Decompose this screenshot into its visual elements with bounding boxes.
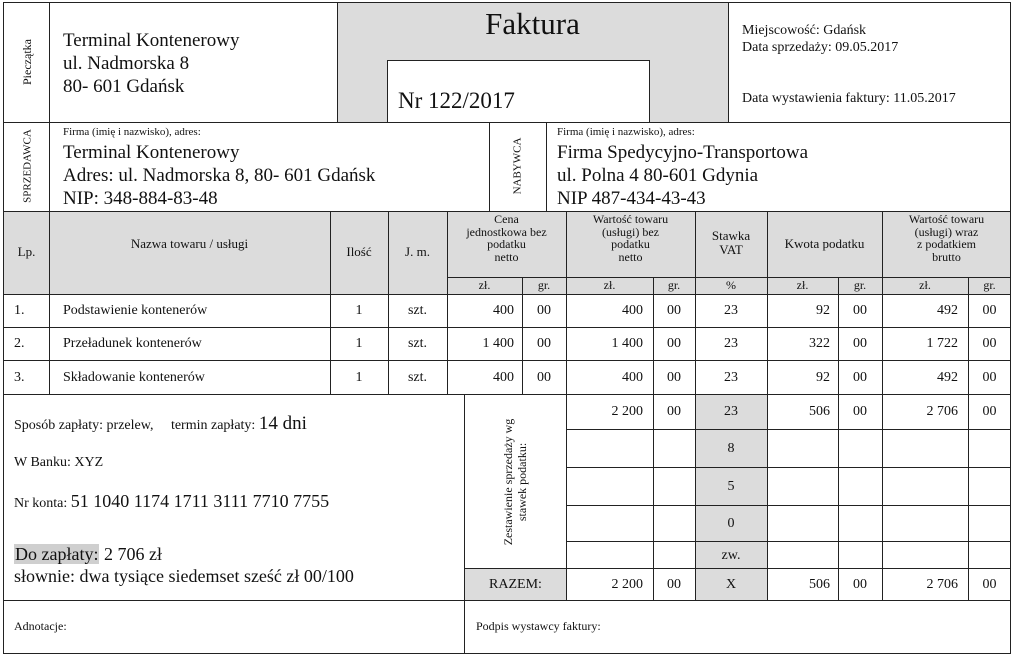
vat-rate-shade xyxy=(696,395,767,600)
col-tax-amount: Kwota podatku xyxy=(784,236,865,251)
seller-name: Terminal Kontenerowy xyxy=(63,142,240,163)
buyer-address: ul. Polna 4 80-601 Gdynia xyxy=(557,165,759,186)
sub-tax-zl: zł. xyxy=(796,278,809,292)
buyer-field-label: Firma (imię i nazwisko), adres: xyxy=(557,126,695,138)
stamp-label: Pieczątka xyxy=(20,39,35,85)
col-qty: Ilość xyxy=(346,244,372,259)
issue-date: Data wystawienia faktury: 11.05.2017 xyxy=(742,91,956,106)
payment-method: Sposób zapłaty: przelew, termin zapłaty: 14 dni xyxy=(14,413,307,434)
amount-in-words: słownie: dwa tysiące siedemset sześć zł 00/100 xyxy=(14,566,354,586)
account-number: Nr konta: 51 1040 1174 1711 3111 7710 7755 xyxy=(14,491,330,511)
col-gross-value: Wartość towaru (usługi) wraz z podatkiem brutto xyxy=(908,212,985,264)
notes-label: Adnotacje: xyxy=(14,619,67,633)
col-net-value: Wartość towaru (usługi) bez podatku netto xyxy=(592,212,669,264)
col-unit-price: Cena jednostkowa bez podatku netto xyxy=(466,212,547,264)
seller-side-label: SPRZEDAWCA xyxy=(21,129,34,203)
seller-stamp-line-3: 80- 601 Gdańsk xyxy=(63,76,185,97)
seller-field-label: Firma (imię i nazwisko), adres: xyxy=(63,126,201,138)
sub-gross-gr: gr. xyxy=(983,278,996,292)
col-unit: J. m. xyxy=(405,244,430,259)
seller-nip: NIP: 348-884-83-48 xyxy=(63,188,218,209)
buyer-side-label: NABYWCA xyxy=(511,137,524,195)
summary-label: Zestawienie sprzedaży wg stawek podatku: xyxy=(501,418,529,546)
sale-date: Data sprzedaży: 09.05.2017 xyxy=(742,40,899,55)
sub-price-gr: gr. xyxy=(537,278,551,292)
invoice-title: Faktura xyxy=(485,6,580,41)
sub-net-zl: zł. xyxy=(603,278,616,292)
signature-label: Podpis wystawcy faktury: xyxy=(476,619,601,633)
invoice-number: Nr 122/2017 xyxy=(398,88,515,113)
seller-stamp-line-1: Terminal Kontenerowy xyxy=(63,30,240,51)
sub-price-zl: zł. xyxy=(478,278,491,292)
amount-due: Do zapłaty: 2 706 zł xyxy=(15,544,162,564)
sub-net-gr: gr. xyxy=(667,278,681,292)
col-vat-rate: Stawka VAT xyxy=(711,228,751,257)
place: Miejscowość: Gdańsk xyxy=(742,23,867,38)
bank-name: W Banku: XYZ xyxy=(14,455,104,470)
seller-stamp-line-2: ul. Nadmorska 8 xyxy=(63,53,190,74)
sub-gross-zl: zł. xyxy=(919,278,931,292)
buyer-name: Firma Spedycyjno-Transportowa xyxy=(557,142,809,163)
sub-tax-gr: gr. xyxy=(853,278,867,292)
col-lp: Lp. xyxy=(17,244,36,259)
seller-address: Adres: ul. Nadmorska 8, 80- 601 Gdańsk xyxy=(63,165,376,186)
col-name: Nazwa towaru / usługi xyxy=(130,236,249,251)
sub-vat-pct: % xyxy=(726,278,736,292)
buyer-nip: NIP 487-434-43-43 xyxy=(557,188,706,209)
